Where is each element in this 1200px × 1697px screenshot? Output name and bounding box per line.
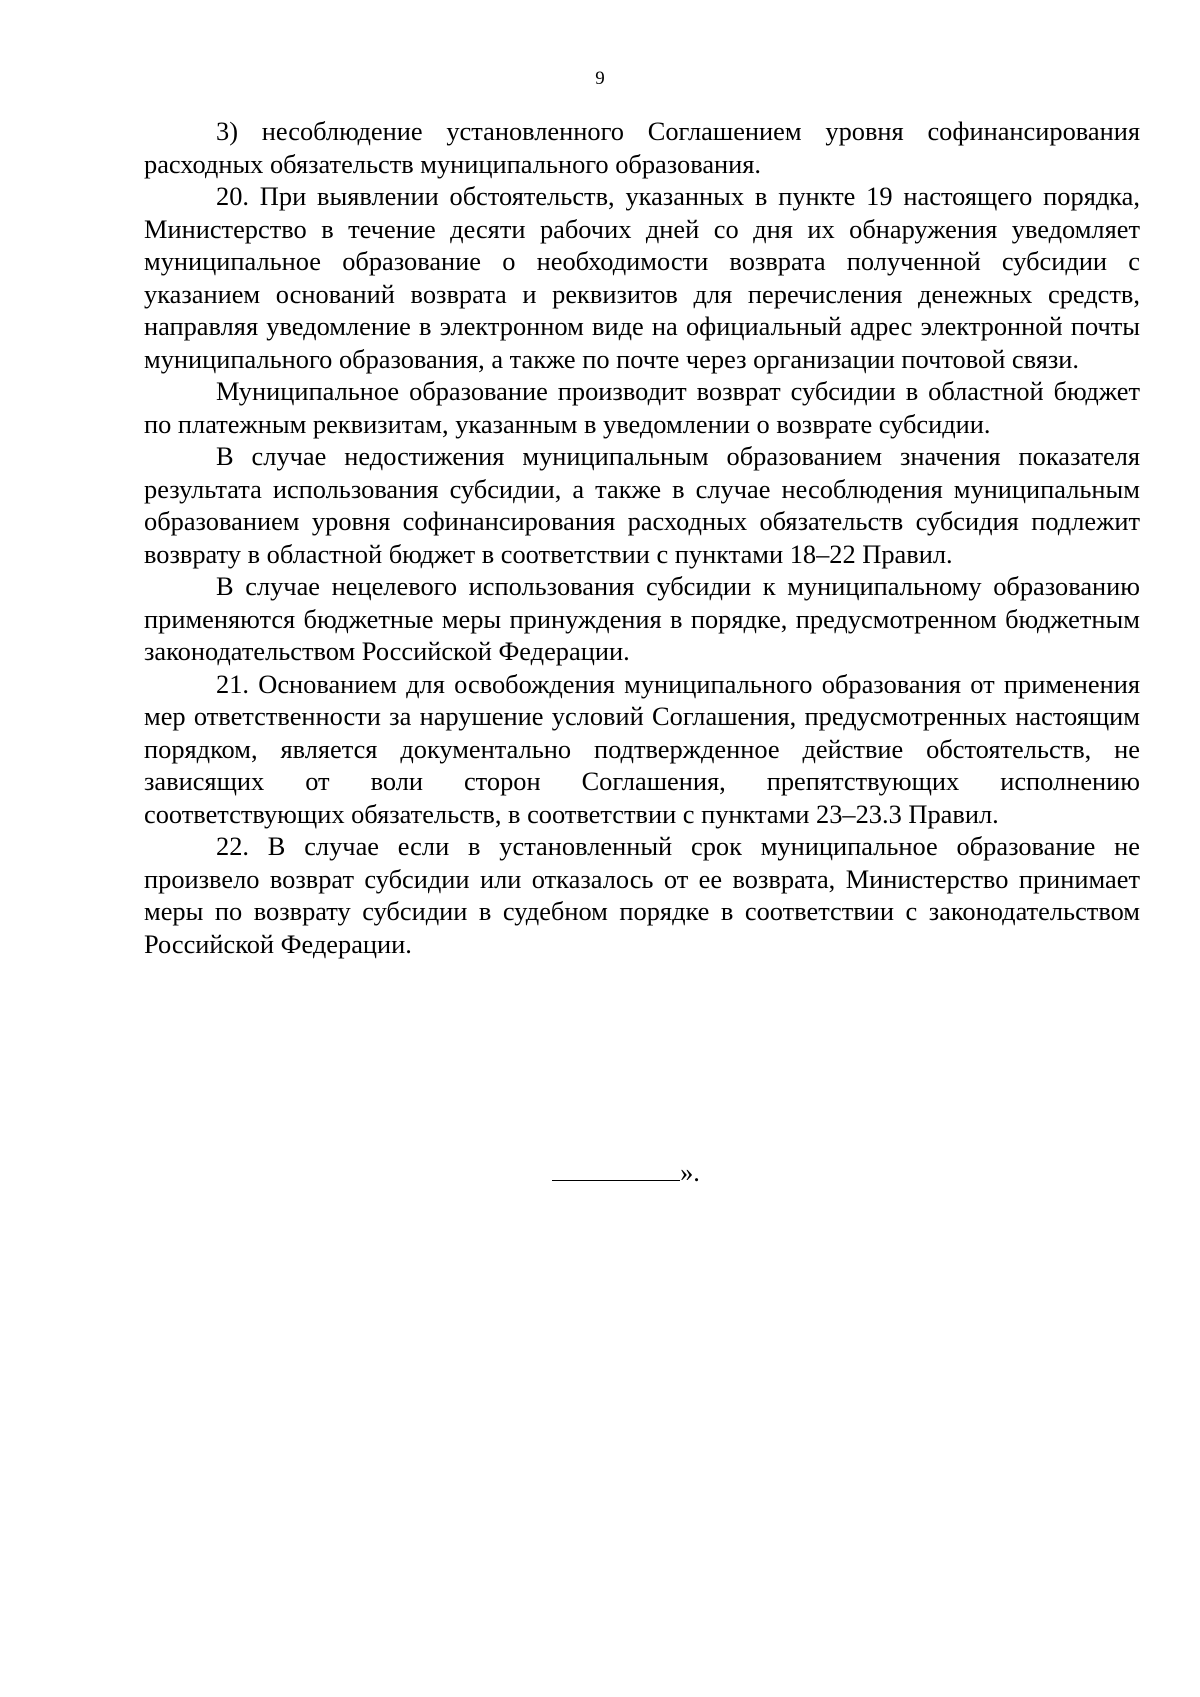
closing-line bbox=[0, 1156, 1200, 1188]
paragraph-refund-procedure: Муниципальное образование производит возврат субсидии в областной бюджет по платежным реквизитам, указанным в уведомлении о возврате субсидии. bbox=[144, 376, 1140, 439]
document-body bbox=[144, 115, 1140, 960]
paragraph-point-20: 20. При выявлении обстоятельств, указанных в пункте 19 настоящего порядка, Министерство в течение десяти рабочих дней со дня их обнаружения уведомляет муниципальное образование о необходимости возврата полученной субсидии с указанием оснований возврата и реквизитов для перечисления денежных средств, направляя уведомление в электронном виде на официальный адрес электронной почты муниципального образования, а также по почте через организации почтовой связи. bbox=[144, 181, 1140, 374]
paragraph-item-3: 3) несоблюдение установленного Соглашением уровня софинансирования расходных обязательств муниципального образования. bbox=[144, 116, 1140, 179]
closing-rule bbox=[552, 1158, 680, 1181]
paragraph-non-achievement: В случае недостижения муниципальным образованием значения показателя результата использования субсидии, а также в случае несоблюдения муниципальным образованием уровня софинансирования расходных обязательств субсидия подлежит возврату в областной бюджет в соответствии с пунктами 18–22 Правил. bbox=[144, 441, 1140, 569]
page-number: 9 bbox=[595, 68, 605, 89]
paragraph-point-21: 21. Основанием для освобождения муниципального образования от применения мер ответственности за нарушение условий Соглашения, предусмотренных настоящим порядком, является документально подтвержденное действие обстоятельств, не зависящих от воли сторон Соглашения, препятствующих исполнению соответствующих обязательств, в соответствии с пунктами 23–23.3 Правил. bbox=[144, 668, 1140, 829]
closing-quote: ». bbox=[680, 1157, 700, 1187]
paragraph-misuse: В случае нецелевого использования субсидии к муниципальному образованию применяются бюджетные меры принуждения в порядке, предусмотренном бюджетным законодательством Российской Федерации. bbox=[144, 571, 1140, 666]
paragraph-point-22: 22. В случае если в установленный срок муниципальное образование не произвело возврат субсидии или отказалось от ее возврата, Министерство принимает меры по возврату субсидии в судебном порядке в соответствии с законодательством Российской Федерации. bbox=[144, 831, 1140, 959]
